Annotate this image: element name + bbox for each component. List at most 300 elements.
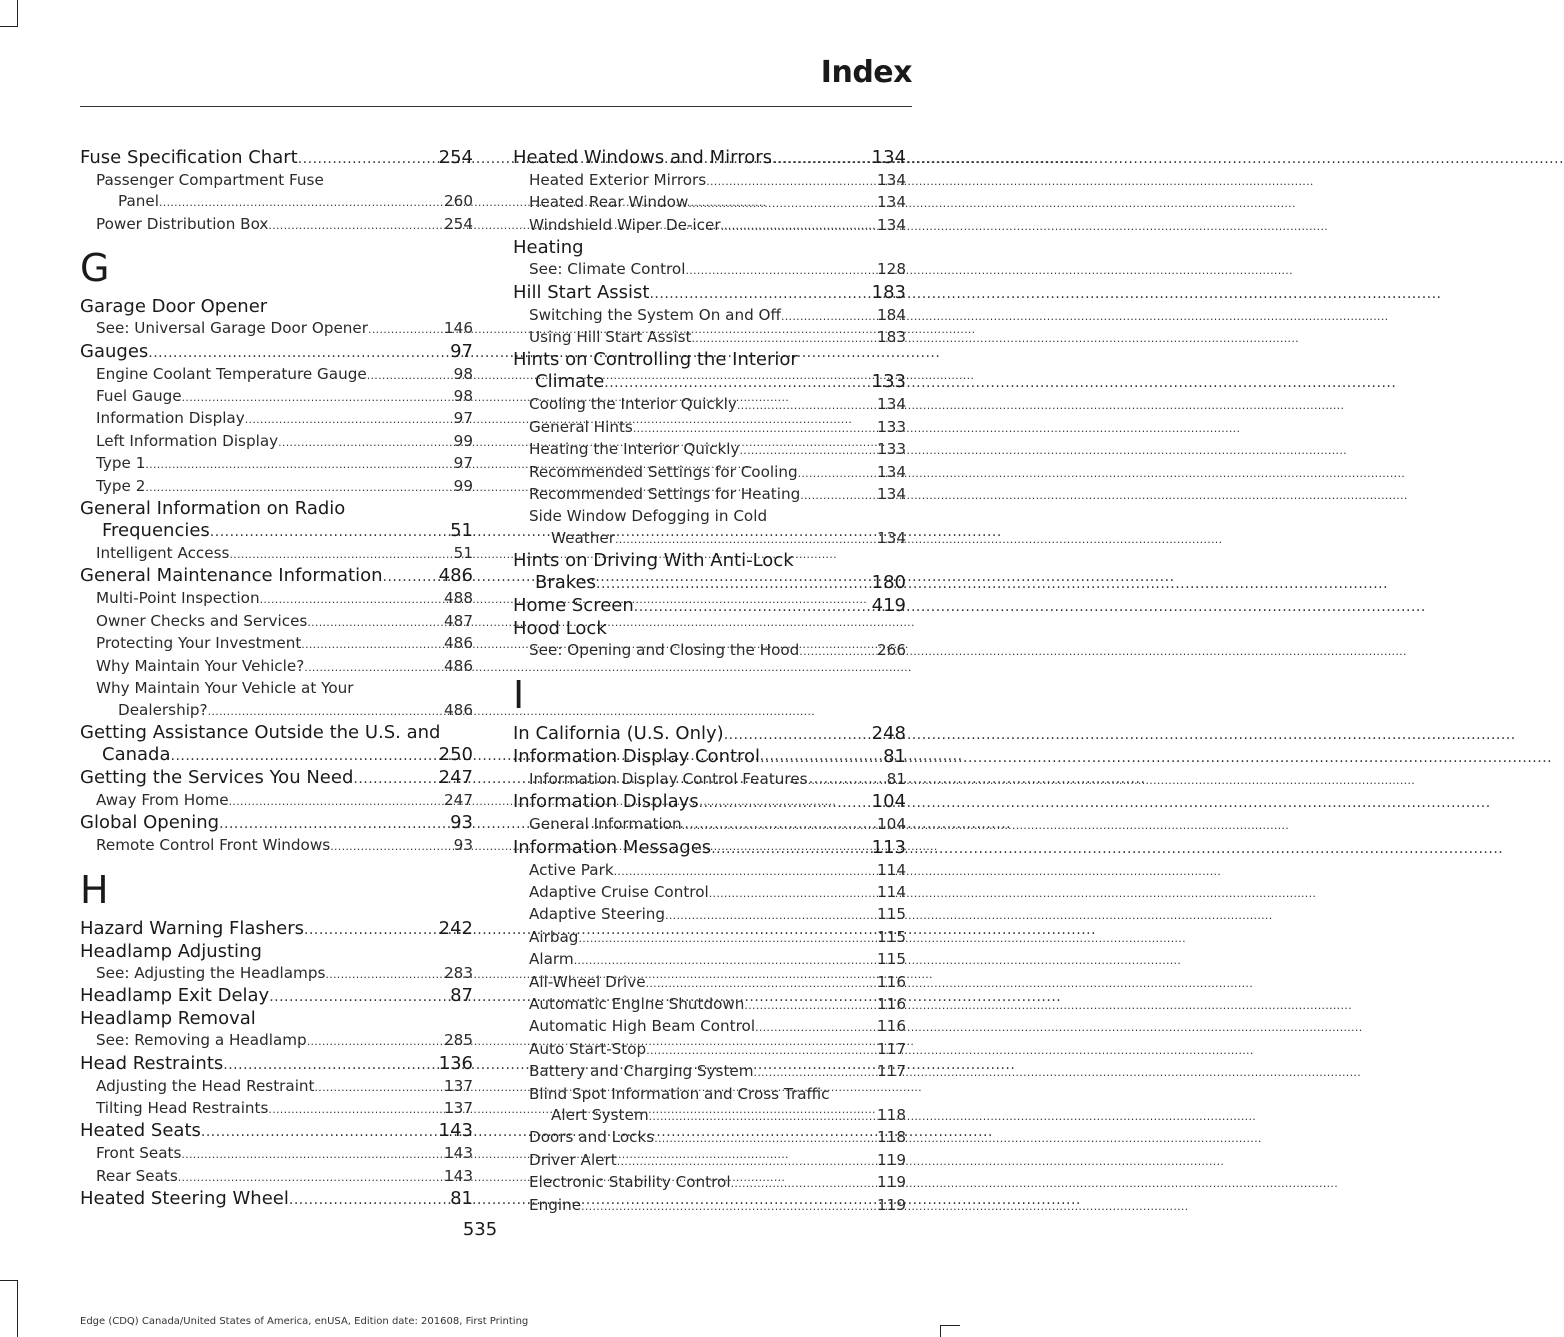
- entry-text: Home Screen: [513, 595, 634, 617]
- page-reference: 143: [444, 1144, 473, 1163]
- dot-leader: [368, 319, 444, 340]
- dot-leader: [325, 964, 444, 985]
- dot-leader: [268, 1099, 444, 1120]
- index-subentry: [80, 364, 473, 386]
- entry-text: Away From Home: [96, 790, 229, 809]
- entry-text: Hill Start Assist: [513, 281, 650, 303]
- page-reference: 143: [438, 1120, 473, 1142]
- index-subentry: [513, 994, 906, 1016]
- index-entry: [513, 618, 906, 640]
- entry-text: Brakes: [535, 572, 597, 594]
- page-reference: 486: [438, 565, 473, 587]
- section-letter: I: [513, 672, 525, 717]
- dot-leader: [182, 387, 454, 408]
- entry-text: See: Universal Garage Door Opener: [96, 319, 369, 338]
- crop-mark: [17, 1280, 18, 1337]
- entry-text: Hints on Driving With Anti-Lock: [513, 550, 794, 572]
- page-reference: 116: [877, 994, 906, 1013]
- index-subentry: [513, 484, 906, 506]
- dot-leader: [709, 883, 877, 904]
- index-entry: [513, 791, 906, 814]
- dot-leader: [596, 573, 872, 595]
- dot-leader: [578, 928, 877, 949]
- index-subentry: [80, 408, 473, 430]
- entry-text: Getting Assistance Outside the U.S. and: [80, 721, 441, 743]
- entry-text: Recommended Settings for Cooling: [529, 462, 798, 481]
- entry-text: See: Adjusting the Headlamps: [96, 963, 326, 982]
- page-number: 535: [462, 1219, 498, 1240]
- entry-text: Heating the Interior Quickly: [529, 440, 740, 459]
- entry-text: Information Displays: [513, 791, 699, 813]
- index-entry: [513, 595, 906, 618]
- dot-leader: [711, 838, 871, 860]
- entry-text: Type 1: [96, 454, 146, 473]
- page-reference: 180: [871, 572, 906, 594]
- dot-leader: [269, 986, 450, 1008]
- entry-text: In California (U.S. Only): [513, 722, 724, 744]
- page-reference: 98: [453, 364, 473, 383]
- entry-text: Hood Lock: [513, 618, 607, 640]
- index-subentry: [513, 640, 906, 662]
- dot-leader: [315, 1077, 444, 1098]
- dot-leader: [754, 1062, 877, 1083]
- index-subentry: [80, 453, 473, 475]
- dot-leader: [383, 566, 439, 588]
- dot-leader: [307, 1031, 444, 1052]
- page-reference: 254: [444, 214, 473, 233]
- entry-text: Cooling the Interior Quickly: [529, 395, 737, 414]
- page-reference: 114: [877, 860, 906, 879]
- index-subentry: [80, 611, 473, 633]
- index-subentry: [80, 1076, 473, 1098]
- header-rule: [80, 106, 912, 107]
- page-reference: 248: [871, 722, 906, 744]
- page-reference: 93: [453, 836, 473, 855]
- dot-leader: [304, 657, 444, 678]
- crop-mark: [0, 26, 18, 27]
- dot-leader: [755, 1017, 877, 1038]
- index-entry: [80, 941, 473, 963]
- entry-text: Heating: [513, 237, 584, 259]
- dot-leader: [617, 1151, 877, 1172]
- entry-text: Doors and Locks: [529, 1128, 655, 1147]
- page-reference: 486: [444, 700, 473, 719]
- index-subentry: [513, 506, 906, 550]
- dot-leader: [614, 861, 877, 882]
- entry-text: See: Opening and Closing the Hood: [529, 641, 800, 660]
- index-entry: [513, 237, 906, 259]
- entry-text: Adaptive Steering: [529, 905, 666, 924]
- index-entry: [80, 1053, 473, 1076]
- index-entry: [513, 837, 906, 860]
- entry-text: Alarm: [529, 950, 574, 969]
- page-reference: 143: [444, 1166, 473, 1185]
- index-entry: [513, 282, 906, 305]
- dot-leader: [739, 440, 877, 461]
- dot-leader: [781, 306, 877, 327]
- index-subentry: [513, 860, 906, 882]
- page-reference: 81: [883, 745, 906, 767]
- dot-leader: [219, 813, 450, 835]
- dot-leader: [604, 372, 871, 394]
- page-reference: 119: [877, 1150, 906, 1169]
- index-entry: [80, 812, 473, 835]
- page-title: Index: [820, 55, 912, 90]
- page-reference: 486: [444, 634, 473, 653]
- index-subentry: [80, 633, 473, 655]
- page-reference: 247: [444, 790, 473, 809]
- page-reference: 247: [438, 766, 473, 788]
- index-subentry: [513, 1150, 906, 1172]
- dot-leader: [615, 529, 877, 550]
- index-subentry: [513, 170, 906, 192]
- entry-text: Information Display Control Features: [529, 769, 808, 788]
- index-subentry: [513, 1195, 906, 1217]
- page-reference: 81: [450, 1188, 473, 1210]
- entry-text: Getting the Services You Need: [80, 766, 354, 788]
- dot-leader: [289, 1189, 450, 1211]
- index-subentry: [513, 215, 906, 237]
- dot-leader: [682, 815, 877, 836]
- index-column-left: [80, 147, 473, 1211]
- page-reference: 116: [877, 1017, 906, 1036]
- entry-text: See: Climate Control: [529, 260, 686, 279]
- entry-text: General Information on Radio: [80, 498, 346, 520]
- dot-leader: [367, 365, 454, 386]
- page-reference: 117: [877, 1039, 906, 1058]
- page-reference: 115: [877, 927, 906, 946]
- section-letter: H: [80, 867, 109, 912]
- index-subentry: [80, 1030, 473, 1052]
- dot-leader: [145, 454, 453, 475]
- entry-text: Dealership?: [118, 700, 208, 719]
- dot-leader: [724, 724, 872, 746]
- index-entry: [80, 1008, 473, 1030]
- dot-leader: [148, 342, 450, 364]
- dot-leader: [229, 544, 453, 565]
- entry-text: Heated Windows and Mirrors: [513, 147, 772, 168]
- entry-text: Fuse Specification Chart: [80, 147, 298, 168]
- dot-leader: [760, 747, 883, 769]
- page-reference: 134: [877, 462, 906, 481]
- page-reference: 486: [444, 656, 473, 675]
- page-reference: 81: [886, 769, 906, 788]
- dot-leader: [223, 1054, 438, 1076]
- dot-leader: [800, 485, 877, 506]
- page-reference: 116: [877, 972, 906, 991]
- page-reference: 87: [450, 985, 473, 1007]
- index-entry: [80, 1120, 473, 1143]
- dot-leader: [304, 919, 439, 941]
- entry-text: Heated Seats: [80, 1120, 201, 1142]
- entry-text: General Maintenance Information: [80, 565, 383, 587]
- page-reference: 134: [877, 528, 906, 547]
- entry-text: Heated Exterior Mirrors: [529, 171, 707, 189]
- crop-mark: [17, 0, 18, 27]
- entry-text: Windshield Wiper De-icer: [529, 215, 721, 234]
- dot-leader: [171, 745, 439, 767]
- index-subentry: [513, 259, 906, 281]
- entry-text: Global Opening: [80, 812, 220, 834]
- index-subentry: [513, 949, 906, 971]
- dot-leader: [688, 193, 877, 214]
- dot-leader: [278, 432, 454, 453]
- page-reference: 98: [453, 387, 473, 406]
- index-subentry: [80, 588, 473, 610]
- index-subentry: [513, 439, 906, 461]
- page-reference: 104: [871, 791, 906, 813]
- entry-text: Weather: [551, 528, 615, 547]
- entry-text: Information Messages: [513, 836, 712, 858]
- entry-text: Head Restraints: [80, 1052, 224, 1074]
- page-reference: 250: [438, 743, 473, 765]
- entry-text: Fuel Gauge: [96, 387, 182, 406]
- entry-text: Side Window Defogging in Cold: [529, 507, 768, 526]
- entry-text: Canada: [102, 743, 171, 765]
- dot-leader: [260, 589, 444, 610]
- dot-leader: [353, 768, 438, 790]
- page-reference: 115: [877, 950, 906, 969]
- index-subentry: [80, 170, 473, 214]
- page-reference: 97: [450, 340, 473, 362]
- entry-text: Information Display: [96, 409, 245, 428]
- page-reference: 242: [438, 917, 473, 939]
- entry-text: Heated Rear Window: [529, 193, 689, 212]
- entry-text: Active Park: [529, 860, 614, 879]
- page-reference: 113: [871, 836, 906, 858]
- dot-leader: [268, 215, 444, 236]
- entry-text: Electronic Stability Control: [529, 1173, 731, 1192]
- entry-text: Engine: [529, 1195, 582, 1214]
- dot-leader: [706, 171, 877, 192]
- entry-text: Front Seats: [96, 1144, 182, 1163]
- dot-leader: [330, 836, 453, 857]
- index-subentry: [513, 1016, 906, 1038]
- page-reference: 118: [877, 1128, 906, 1147]
- page-reference: 119: [877, 1195, 906, 1214]
- index-subentry: [513, 972, 906, 994]
- entry-text: Why Maintain Your Vehicle?: [96, 656, 305, 675]
- index-subentry: [80, 963, 473, 985]
- entry-text: Airbag: [529, 927, 579, 946]
- index-subentry: [513, 814, 906, 836]
- index-subentry: [80, 386, 473, 408]
- index-subentry: [80, 214, 473, 236]
- index-entry: [80, 498, 473, 543]
- index-subentry: [513, 927, 906, 949]
- page-reference: 118: [877, 1105, 906, 1124]
- dot-leader: [646, 973, 877, 994]
- dot-leader: [737, 395, 877, 416]
- index-subentry: [513, 1084, 906, 1128]
- entry-text: Switching the System On and Off: [529, 305, 781, 324]
- dot-leader: [646, 1040, 877, 1061]
- crop-mark: [940, 1325, 960, 1326]
- page-reference: 184: [877, 305, 906, 324]
- index-entry: [80, 985, 473, 1008]
- page-reference: 146: [444, 319, 473, 338]
- page-reference: 99: [453, 431, 473, 450]
- dot-leader: [634, 596, 872, 618]
- index-entry: [80, 722, 473, 767]
- index-entry: [513, 746, 906, 769]
- dot-leader: [574, 950, 877, 971]
- entry-text: Why Maintain Your Vehicle at Your: [96, 679, 354, 698]
- dot-leader: [691, 328, 877, 349]
- dot-leader: [581, 1196, 877, 1217]
- page-reference: 119: [877, 1173, 906, 1192]
- dot-leader: [699, 792, 872, 814]
- dot-leader: [181, 1144, 444, 1165]
- crop-mark: [0, 1280, 18, 1281]
- dot-leader: [633, 418, 877, 439]
- crop-mark: [940, 1325, 941, 1337]
- index-subentry: [80, 1098, 473, 1120]
- index-subentry: [80, 1143, 473, 1165]
- page-reference: 137: [444, 1098, 473, 1117]
- index-subentry: [513, 462, 906, 484]
- entry-text: Owner Checks and Services: [96, 611, 308, 630]
- page-reference: 133: [877, 417, 906, 436]
- page-reference: 134: [877, 485, 906, 504]
- dot-leader: [731, 1173, 877, 1194]
- page-reference: 136: [438, 1052, 473, 1074]
- dot-leader: [649, 283, 871, 305]
- index-subentry: [80, 476, 473, 498]
- dot-leader: [298, 148, 439, 170]
- index-subentry: [80, 431, 473, 453]
- entry-text: Recommended Settings for Heating: [529, 485, 801, 504]
- index-entry: [80, 341, 473, 364]
- index-entry: [80, 767, 473, 790]
- entry-text: Tilting Head Restraints: [96, 1098, 269, 1117]
- index-entry: [513, 723, 906, 746]
- index-subentry: [513, 882, 906, 904]
- index-subentry: [80, 543, 473, 565]
- dot-leader: [208, 701, 444, 722]
- section-letter: G: [80, 246, 110, 291]
- entry-text: Alert System: [551, 1105, 649, 1124]
- page-reference: 97: [453, 454, 473, 473]
- page-reference: 285: [444, 1031, 473, 1050]
- page-reference: 134: [871, 147, 906, 168]
- entry-text: Climate: [535, 371, 605, 393]
- dot-leader: [159, 192, 444, 213]
- page-reference: 93: [450, 812, 473, 834]
- dot-leader: [210, 521, 450, 543]
- entry-text: Frequencies: [102, 520, 210, 542]
- entry-text: Hazard Warning Flashers: [80, 917, 305, 939]
- page-reference: 134: [877, 193, 906, 212]
- entry-text: Headlamp Exit Delay: [80, 985, 270, 1007]
- entry-text: Heated Steering Wheel: [80, 1188, 289, 1210]
- page-reference: 104: [877, 815, 906, 834]
- entry-text: Rear Seats: [96, 1166, 178, 1185]
- entry-text: Information Display Control: [513, 745, 761, 767]
- index-subentry: [513, 1172, 906, 1194]
- entry-text: General Hints: [529, 417, 633, 436]
- dot-leader: [665, 905, 877, 926]
- page-reference: 51: [453, 544, 473, 563]
- dot-leader: [178, 1167, 444, 1188]
- page-reference: 114: [877, 882, 906, 901]
- entry-text: Passenger Compartment Fuse: [96, 171, 324, 189]
- dot-leader: [744, 995, 877, 1016]
- entry-text: Power Distribution Box: [96, 214, 269, 233]
- index-subentry: [513, 327, 906, 349]
- entry-text: Headlamp Adjusting: [80, 940, 262, 962]
- dot-leader: [772, 148, 872, 170]
- page-reference: 99: [453, 476, 473, 495]
- entry-text: Garage Door Opener: [80, 296, 268, 318]
- page-reference: 260: [444, 192, 473, 211]
- page-reference: 128: [877, 260, 906, 279]
- entry-text: Remote Control Front Windows: [96, 836, 331, 855]
- index-subentry: [513, 192, 906, 214]
- dot-leader: [301, 634, 444, 655]
- index-subentry: [80, 656, 473, 678]
- entry-text: Auto Start-Stop: [529, 1039, 647, 1058]
- entry-text: Driver Alert: [529, 1150, 617, 1169]
- page-reference: 134: [877, 215, 906, 234]
- dot-leader: [721, 216, 877, 237]
- page-reference: 117: [877, 1062, 906, 1081]
- entry-text: Hints on Controlling the Interior: [513, 349, 798, 371]
- entry-text: Automatic Engine Shutdown: [529, 994, 745, 1013]
- entry-text: Blind Spot Information and Cross Traffic: [529, 1084, 830, 1103]
- entry-text: Protecting Your Investment: [96, 634, 302, 653]
- page-reference: 183: [871, 281, 906, 303]
- index-entry: [80, 918, 473, 941]
- index-subentry: [513, 1061, 906, 1083]
- index-subentry: [80, 318, 473, 340]
- page-reference: 183: [877, 328, 906, 347]
- entry-text: Headlamp Removal: [80, 1008, 256, 1030]
- page-reference: 419: [871, 595, 906, 617]
- index-entry: [513, 550, 906, 595]
- index-subentry: [80, 790, 473, 812]
- page-reference: 254: [438, 147, 473, 168]
- index-column-right: [513, 147, 906, 1217]
- dot-leader: [799, 641, 877, 662]
- page-reference: 266: [877, 641, 906, 660]
- index-subentry: [513, 1039, 906, 1061]
- dot-leader: [808, 770, 887, 791]
- entry-text: Left Information Display: [96, 431, 279, 450]
- page-reference: 97: [453, 409, 473, 428]
- dot-leader: [649, 1106, 877, 1127]
- index-subentry: [513, 904, 906, 926]
- entry-text: General Information: [529, 815, 682, 834]
- dot-leader: [654, 1128, 877, 1149]
- page-reference: 283: [444, 963, 473, 982]
- dot-leader: [229, 791, 444, 812]
- entry-text: Using Hill Start Assist: [529, 328, 692, 347]
- page-reference: 488: [444, 589, 473, 608]
- index-entry: [80, 296, 473, 318]
- index-subentry: [80, 678, 473, 722]
- dot-leader: [798, 463, 877, 484]
- entry-text: Intelligent Access: [96, 544, 230, 563]
- index-entry: [513, 349, 906, 394]
- dot-leader: [145, 477, 453, 498]
- index-entry: [513, 147, 906, 170]
- entry-text: Panel: [118, 192, 159, 211]
- page-reference: 137: [444, 1076, 473, 1095]
- index-subentry: [513, 1127, 906, 1149]
- page-reference: 51: [450, 520, 473, 542]
- index-entry: [80, 565, 473, 588]
